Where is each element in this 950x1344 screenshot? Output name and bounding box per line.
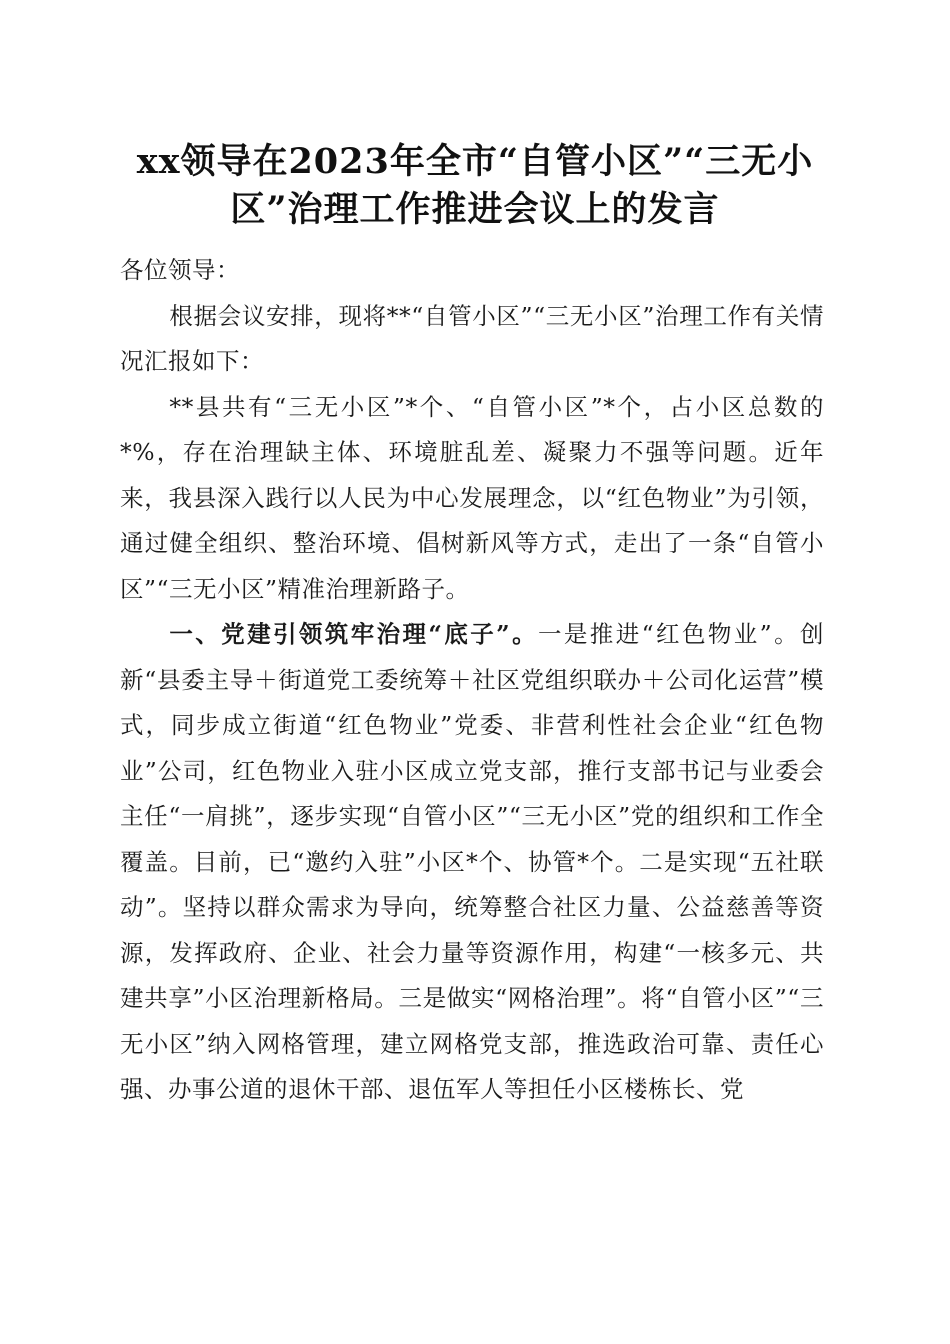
salutation: 各位领导： (120, 256, 240, 284)
document-body (120, 248, 824, 1113)
document-title: xx领导在2023年全市“自管小区”“三无小区”治理工作推进会议上的发言 (136, 141, 814, 230)
paragraph-intro: 根据会议安排，现将**“自管小区”“三无小区”治理工作有关情况汇报如下： (120, 301, 824, 375)
paragraph-section-one (120, 612, 824, 1113)
section-one-text: 一是推进“红色物业”。创新“县委主导＋街道党工委统筹＋社区党组织联办＋公司化运营”模式，同步成立街道“红色物业”党委、非营利性社会企业“红色物业”公司，红色物业入驻小区成立党支部，推行支部书记与业委会主任“一肩挑”，逐步实现“自管小区”“三无小区”党的组织和工作全覆盖。目前，已“邀约入驻”小区*个、协管*个。二是实现“五社联动”。坚持以群众需求为导向，统筹整合社区力量、公益慈善等资源，发挥政府、企业、社会力量等资源作用，构建“一核多元、共建共享”小区治理新格局。三是做实“网格治理”。将“自管小区”“三无小区”纳入网格管理，建立网格党支部，推选政治可靠、责任心强、办事公道的退休干部、退伍军人等担任小区楼栋长、党 (120, 620, 824, 1103)
section-one-heading: 一、党建引领筑牢治理“底子”。 (169, 620, 538, 648)
paragraph-overview: **县共有“三无小区”*个、“自管小区”*个，占小区总数的*%，存在治理缺主体、环境脏乱差、凝聚力不强等问题。近年来，我县深入践行以人民为中心发展理念，以“红色物业”为引领，通过健全组织、整治环境、倡树新风等方式，走出了一条“自管小区”“三无小区”精准治理新路子。 (120, 392, 824, 603)
